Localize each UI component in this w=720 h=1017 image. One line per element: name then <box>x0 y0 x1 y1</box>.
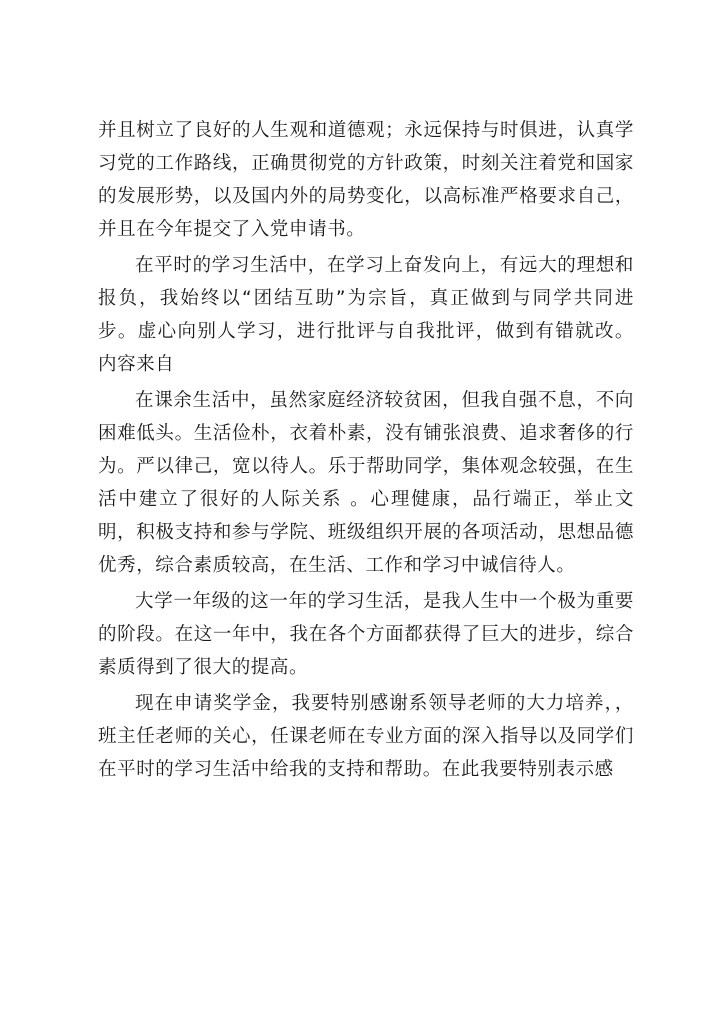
paragraph-4: 大学一年级的这一年的学习生活，是我人生中一个极为重要的阶段。在这一年中，我在各个方面都获得了巨大的进步，综合素质得到了很大的提高。 <box>98 591 634 678</box>
paragraph-1: 并且树立了良好的人生观和道德观；永远保持与时俱进，认真学习党的工作路线，正确贯彻党的方针政策，时刻关注着党和国家的发展形势，以及国内外的局势变化，以高标准严格要求自己，并且在今年提交了入党申请书。 <box>98 120 634 240</box>
document-body <box>98 114 634 789</box>
paragraph-2: 在平时的学习生活中，在学习上奋发向上，有远大的理想和报负，我始终以“团结互助”为宗旨，真正做到与同学共同进步。虚心向别人学习，进行批评与自我批评，做到有错就改。 内容来自 <box>98 255 634 375</box>
paragraph-5: 现在申请奖学金，我要特别感谢系领导老师的大力培养，，班主任老师的关心，任课老师在专业方面的深入指导以及同学们在平时的学习生活中给我的支持和帮助。在此我要特别表示感 <box>98 693 634 780</box>
paragraph-3: 在课余生活中，虽然家庭经济较贫困，但我自强不息，不向困难低头。生活俭朴，衣着朴素，没有铺张浪费、追求奢侈的行为。严以律己，宽以待人。乐于帮助同学，集体观念较强，在生活中建立了很好的人际关系 。心理健康，品行端正，举止文明，积极支持和参与学院、班级组织开展的各项活动，思想品德优秀，综合素质较高，在生活、工作和学习中诚信待人。 <box>98 390 634 576</box>
